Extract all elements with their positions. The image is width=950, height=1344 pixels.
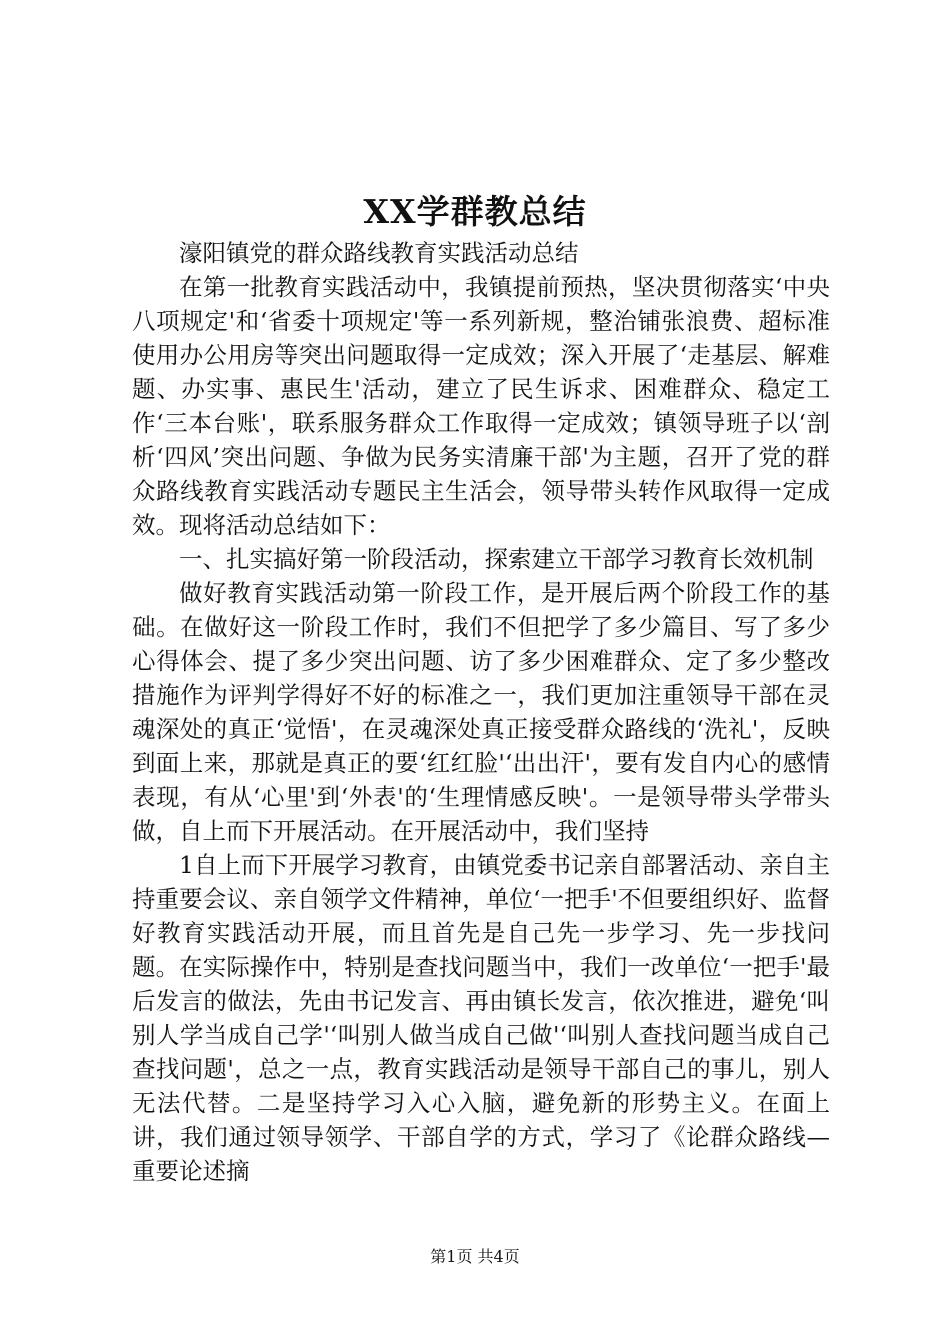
document-body bbox=[132, 236, 830, 1188]
page-number-footer: 第1页 共4页 bbox=[430, 1247, 520, 1266]
paragraph-body: 做好教育实践活动第一阶段工作，是开展后两个阶段工作的基础。在做好这一阶段工作时，我们不但把学了多少篇目、写了多少心得体会、提了多少突出问题、访了多少困难群众、定了多少整改措施作为评判学得好不好的标准之一，我们更加注重领导干部在灵魂深处的真正‘觉悟'，在灵魂深处真正接受群众路线的‘洗礼'，反映到面上来，那就是真正的要‘红红脸'‘出出汗'，要有发自内心的感情表现，有从‘心里'到‘外表'的‘生理情感反映'。一是领导带头学带头做，自上而下开展活动。在开展活动中，我们坚持 bbox=[132, 579, 830, 845]
document-title: XX学群教总结 bbox=[363, 192, 587, 231]
paragraph-body: 1自上而下开展学习教育，由镇党委书记亲自部署活动、亲自主持重要会议、亲自领学文件精神，单位‘一把手'不但要组织好、监督好教育实践活动开展，而且首先是自己先一步学习、先一步找问题。在实际操作中，特别是查找问题当中，我们一改单位‘一把手'最后发言的做法，先由书记发言、再由镇长发言，依次推进，避免‘叫别人学当成自己学'‘叫别人做当成自己做'‘叫别人查找问题当成自己查找问题'，总之一点，教育实践活动是领导干部自己的事儿，别人无法代替。二是坚持学习入心入脑，避免新的形势主义。在面上讲，我们通过领导领学、干部自学的方式，学习了《论群众路线—重要论述摘 bbox=[132, 851, 830, 1185]
paragraph-section-heading: 一、扎实搞好第一阶段活动，探索建立干部学习教育长效机制 bbox=[179, 545, 814, 573]
paragraph-intro: 在第一批教育实践活动中，我镇提前预热，坚决贯彻落实‘中央八项规定'和‘省委十项规定'等一系列新规，整治铺张浪费、超标准使用办公用房等突出问题取得一定成效；深入开展了‘走基层、解难题、办实事、惠民生'活动，建立了民生诉求、困难群众、稳定工作‘三本台账'，联系服务群众工作取得一定成效；镇领导班子以‘剖析‘四风’突出问题、争做为民务实清廉干部'为主题，召开了党的群众路线教育实践活动专题民主生活会，领导带头转作风取得一定成效。现将活动总结如下： bbox=[132, 273, 830, 539]
paragraph-subtitle: 濠阳镇党的群众路线教育实践活动总结 bbox=[179, 239, 579, 267]
